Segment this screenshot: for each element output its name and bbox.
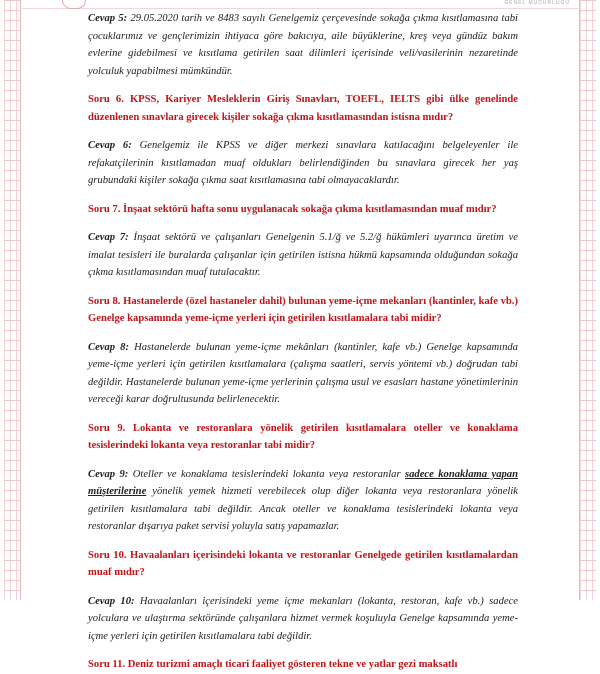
- header-caption: GENEL MÜDÜRLÜĞÜ: [504, 0, 570, 6]
- answer-5: [88, 10, 518, 80]
- answer-label: Cevap 6:: [88, 140, 132, 151]
- document-body: [88, 10, 518, 674]
- answer-10: [88, 593, 518, 646]
- answer-9: [88, 466, 518, 536]
- answer-underlined-text: sadece konaklama yapan müşterilerine: [88, 468, 518, 497]
- answer-text: 29.05.2020 tarih ve 8483 sayılı Genelgemiz çerçevesinde sokağa çıkma kısıtlamasına tabi çocuklarımız ve gençlerimizin ihtiyaca göre bakıcıya, aile büyüklerine, kreş veya gündüz bakım evlerine gidebilmesi ve kısıtlama getirilen saat dilimleri içerisinde veli/vasilerinin nezaretinde yolculuk yapabilmesi mümkündür.: [88, 13, 518, 77]
- answer-text: İnşaat sektörü ve çalışanları Genelgenin 5.1/ğ ve 5.2/ğ hükümleri uyarınca üretim ve imalat tesisleri ile buralarda çalışanlar için getirilen istisna hükmü kapsamında olduğundan sokağa çıkma kısıtlamasından muaf tutulacaktır.: [88, 232, 518, 278]
- answer-label: Cevap 9:: [88, 468, 129, 480]
- question-7: Soru 7. İnşaat sektörü hafta sonu uygulanacak sokağa çıkma kısıtlamasından muaf mıdır?: [88, 203, 497, 215]
- answer-label: Cevap 7:: [88, 232, 129, 243]
- right-decorative-border: [579, 0, 596, 600]
- question-6: Soru 6. KPSS, Kariyer Mesleklerin Giriş Sınavları, TOEFL, IELTS gibi ülke genelinde düzenlenen sınavlara girecek kişiler sokağa çıkma kısıtlamasından istisna mıdır?: [88, 94, 518, 123]
- question-9: Soru 9. Lokanta ve restoranlara yönelik getirilen kısıtlamalara oteller ve konaklama tesislerindeki lokanta veya restoranlar tabi midir?: [88, 422, 518, 451]
- left-decorative-border: [4, 0, 21, 600]
- answer-label: Cevap 8:: [88, 341, 129, 353]
- answer-label: Cevap 5:: [88, 13, 128, 24]
- answer-text-after: yönelik yemek hizmeti verebilecek olup diğer lokanta veya restoranlara yönelik getirilen kısıtlamalara tabi değildir. Ancak oteller ve konaklama tesislerindeki lokanta veya restoranlar dışarıya paket servisi yoluyla satış yapamazlar.: [88, 486, 518, 532]
- answer-7: [88, 229, 518, 282]
- answer-text: Havaalanları içerisindeki yeme içme mekanları (lokanta, restoran, kafe vb.) sadece yolculara ve ulaştırma sektöründe çalışanlara hizmet vermek koşuluyla Genelge kapsamında yeme-içme yerleri için getirilen kısıtlamalara tabi değildir.: [88, 595, 519, 642]
- answer-label: Cevap 10:: [88, 595, 135, 607]
- question-11: Soru 11. Deniz turizmi amaçlı ticari faaliyet gösteren tekne ve yatlar gezi maksatlı: [88, 659, 458, 670]
- answer-text: Hastanelerde bulunan yeme-içme mekânları (kantinler, kafe vb.) Genelge kapsamında yeme-içme yerleri için getirilen kısıtlamalara (çalışma saatleri, servis yöntemi vb.) doğrudan tabi değildir. Hastanelerde bulunan yeme-içme yerlerinin çalışma usul ve esasları hastane yönetimlerinin vereceği karar doğrultusunda belirlenecektir.: [88, 341, 518, 405]
- question-8: Soru 8. Hastanelerde (özel hastaneler dahil) bulunan yeme-içme mekanları (kantinler, kafe vb.) Genelge kapsamında yeme-içme yerleri için getirilen kısıtlamalara tabi midir?: [88, 295, 518, 324]
- header-strip: [22, 0, 578, 9]
- answer-6: [88, 137, 518, 190]
- answer-text: Genelgemiz ile KPSS ve diğer merkezi sınavlara katılacağını belgeleyenler ile refakatçilerinin kısıtlamadan muaf oldukları belirlendiğinden bu sınavlara girecek her yaş grubundaki kişiler sokağa çıkma saat kısıtlamasına tabi olmayacaklardır.: [88, 140, 518, 186]
- answer-8: [88, 339, 518, 409]
- question-10: Soru 10. Havaalanları içerisindeki lokanta ve restoranlar Genelgede getirilen kısıtlamalardan muaf mıdır?: [88, 549, 518, 578]
- answer-text-before: Oteller ve konaklama tesislerindeki lokanta veya restoranlar: [132, 468, 405, 480]
